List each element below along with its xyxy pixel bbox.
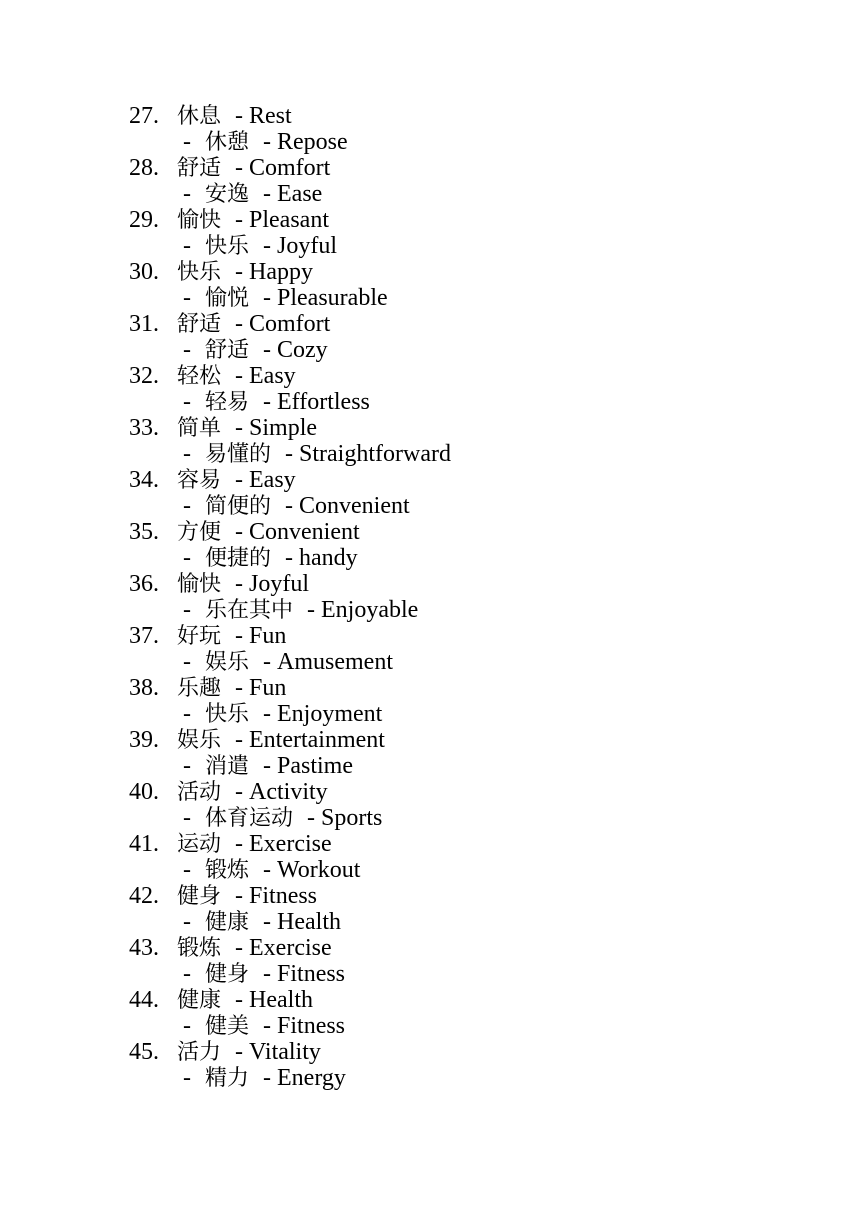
list-item: [129, 935, 451, 987]
entry-sub-line: [129, 857, 451, 883]
entry-number: 29.: [129, 207, 159, 233]
entry-main-line: [129, 467, 451, 493]
english-term: - Joyful: [235, 571, 310, 597]
english-term: - Easy: [235, 363, 296, 389]
entry-number: 31.: [129, 311, 159, 337]
entry-sub-line: [129, 1065, 451, 1091]
sub-dash: -: [183, 285, 191, 311]
entry-number: 27.: [129, 103, 159, 129]
list-item: [129, 207, 451, 259]
english-synonym: - Health: [263, 909, 341, 935]
chinese-term: 舒适: [177, 156, 222, 181]
chinese-term: 乐趣: [177, 676, 222, 701]
entry-main-line: [129, 311, 451, 337]
entry-sub-line: [129, 597, 451, 623]
sub-dash: -: [183, 1013, 191, 1039]
list-item: [129, 519, 451, 571]
english-synonym: - Workout: [263, 857, 361, 883]
chinese-synonym: 健美: [205, 1014, 250, 1039]
chinese-synonym: 简便的: [205, 494, 272, 519]
entry-sub-line: [129, 805, 451, 831]
chinese-term: 锻炼: [177, 936, 222, 961]
list-item: [129, 779, 451, 831]
list-item: [129, 571, 451, 623]
english-synonym: - Enjoyable: [307, 597, 419, 623]
english-term: - Vitality: [235, 1039, 321, 1065]
entry-main-line: [129, 727, 451, 753]
english-term: - Comfort: [235, 311, 331, 337]
entry-number: 39.: [129, 727, 159, 753]
sub-dash: -: [183, 1065, 191, 1091]
entry-number: 38.: [129, 675, 159, 701]
english-synonym: - Convenient: [285, 493, 410, 519]
chinese-synonym: 消遣: [205, 754, 250, 779]
english-term: - Comfort: [235, 155, 331, 181]
entry-main-line: [129, 935, 451, 961]
sub-dash: -: [183, 701, 191, 727]
chinese-synonym: 快乐: [205, 234, 250, 259]
entry-sub-line: [129, 337, 451, 363]
english-term: - Easy: [235, 467, 296, 493]
sub-dash: -: [183, 649, 191, 675]
list-item: [129, 1039, 451, 1091]
english-term: - Simple: [235, 415, 318, 441]
list-item: [129, 311, 451, 363]
chinese-synonym: 体育运动: [205, 806, 294, 831]
sub-dash: -: [183, 545, 191, 571]
sub-dash: -: [183, 857, 191, 883]
entry-number: 30.: [129, 259, 159, 285]
entry-number: 40.: [129, 779, 159, 805]
list-item: [129, 415, 451, 467]
entry-number: 33.: [129, 415, 159, 441]
entry-main-line: [129, 623, 451, 649]
english-term: - Exercise: [235, 935, 332, 961]
entry-number: 45.: [129, 1039, 159, 1065]
sub-dash: -: [183, 493, 191, 519]
chinese-term: 活动: [177, 780, 222, 805]
chinese-term: 健身: [177, 884, 222, 909]
sub-dash: -: [183, 597, 191, 623]
entry-main-line: [129, 883, 451, 909]
entry-number: 37.: [129, 623, 159, 649]
english-term: - Fun: [235, 675, 287, 701]
entry-sub-line: [129, 1013, 451, 1039]
english-synonym: - handy: [285, 545, 358, 571]
english-synonym: - Amusement: [263, 649, 393, 675]
entry-sub-line: [129, 701, 451, 727]
sub-dash: -: [183, 233, 191, 259]
chinese-term: 活力: [177, 1040, 222, 1065]
chinese-term: 简单: [177, 416, 222, 441]
entry-number: 41.: [129, 831, 159, 857]
chinese-synonym: 轻易: [205, 390, 250, 415]
entry-main-line: [129, 155, 451, 181]
sub-dash: -: [183, 961, 191, 987]
chinese-synonym: 休憩: [205, 130, 250, 155]
entry-main-line: [129, 519, 451, 545]
english-synonym: - Fitness: [263, 1013, 346, 1039]
chinese-synonym: 易懂的: [205, 442, 272, 467]
entry-main-line: [129, 675, 451, 701]
english-term: - Fun: [235, 623, 287, 649]
english-term: - Fitness: [235, 883, 318, 909]
chinese-term: 愉快: [177, 572, 222, 597]
entry-main-line: [129, 1039, 451, 1065]
english-synonym: - Effortless: [263, 389, 370, 415]
entry-sub-line: [129, 181, 451, 207]
english-term: - Entertainment: [235, 727, 385, 753]
chinese-synonym: 快乐: [205, 702, 250, 727]
sub-dash: -: [183, 181, 191, 207]
chinese-term: 愉快: [177, 208, 222, 233]
list-item: [129, 883, 451, 935]
chinese-term: 娱乐: [177, 728, 222, 753]
entry-number: 32.: [129, 363, 159, 389]
list-item: [129, 831, 451, 883]
chinese-synonym: 便捷的: [205, 546, 272, 571]
english-term: - Happy: [235, 259, 313, 285]
entry-sub-line: [129, 389, 451, 415]
entry-sub-line: [129, 233, 451, 259]
entry-main-line: [129, 103, 451, 129]
chinese-synonym: 精力: [205, 1066, 250, 1091]
english-synonym: - Energy: [263, 1065, 346, 1091]
entry-sub-line: [129, 285, 451, 311]
english-synonym: - Sports: [307, 805, 383, 831]
entry-sub-line: [129, 545, 451, 571]
entry-main-line: [129, 571, 451, 597]
entry-number: 35.: [129, 519, 159, 545]
entry-sub-line: [129, 129, 451, 155]
sub-dash: -: [183, 441, 191, 467]
list-item: [129, 103, 451, 155]
chinese-term: 好玩: [177, 624, 222, 649]
chinese-synonym: 乐在其中: [205, 598, 294, 623]
chinese-synonym: 安逸: [205, 182, 250, 207]
chinese-synonym: 娱乐: [205, 650, 250, 675]
chinese-term: 舒适: [177, 312, 222, 337]
chinese-term: 健康: [177, 988, 222, 1013]
chinese-term: 运动: [177, 832, 222, 857]
sub-dash: -: [183, 805, 191, 831]
english-synonym: - Enjoyment: [263, 701, 383, 727]
english-synonym: - Repose: [263, 129, 348, 155]
english-synonym: - Fitness: [263, 961, 346, 987]
english-synonym: - Pleasurable: [263, 285, 388, 311]
sub-dash: -: [183, 337, 191, 363]
english-term: - Convenient: [235, 519, 360, 545]
chinese-term: 快乐: [177, 260, 222, 285]
chinese-term: 容易: [177, 468, 222, 493]
entry-sub-line: [129, 493, 451, 519]
entry-number: 36.: [129, 571, 159, 597]
chinese-term: 方便: [177, 520, 222, 545]
chinese-synonym: 健康: [205, 910, 250, 935]
entry-main-line: [129, 207, 451, 233]
entry-sub-line: [129, 961, 451, 987]
english-term: - Pleasant: [235, 207, 329, 233]
chinese-term: 休息: [177, 104, 222, 129]
list-item: [129, 623, 451, 675]
chinese-synonym: 锻炼: [205, 858, 250, 883]
english-term: - Activity: [235, 779, 328, 805]
sub-dash: -: [183, 753, 191, 779]
entry-sub-line: [129, 753, 451, 779]
english-synonym: - Joyful: [263, 233, 338, 259]
chinese-term: 轻松: [177, 364, 222, 389]
entry-main-line: [129, 363, 451, 389]
entry-number: 28.: [129, 155, 159, 181]
entry-main-line: [129, 779, 451, 805]
english-term: - Rest: [235, 103, 292, 129]
list-item: [129, 727, 451, 779]
english-synonym: - Ease: [263, 181, 323, 207]
chinese-synonym: 健身: [205, 962, 250, 987]
list-item: [129, 987, 451, 1039]
entry-main-line: [129, 987, 451, 1013]
entry-main-line: [129, 831, 451, 857]
sub-dash: -: [183, 909, 191, 935]
list-item: [129, 675, 451, 727]
sub-dash: -: [183, 129, 191, 155]
vocabulary-list: [129, 103, 451, 1091]
entry-main-line: [129, 415, 451, 441]
entry-number: 34.: [129, 467, 159, 493]
entry-number: 42.: [129, 883, 159, 909]
entry-main-line: [129, 259, 451, 285]
list-item: [129, 259, 451, 311]
entry-sub-line: [129, 649, 451, 675]
list-item: [129, 363, 451, 415]
list-item: [129, 155, 451, 207]
chinese-synonym: 舒适: [205, 338, 250, 363]
entry-sub-line: [129, 909, 451, 935]
english-term: - Health: [235, 987, 313, 1013]
entry-sub-line: [129, 441, 451, 467]
english-synonym: - Pastime: [263, 753, 354, 779]
list-item: [129, 467, 451, 519]
entry-number: 44.: [129, 987, 159, 1013]
chinese-synonym: 愉悦: [205, 286, 250, 311]
sub-dash: -: [183, 389, 191, 415]
english-synonym: - Cozy: [263, 337, 328, 363]
entry-number: 43.: [129, 935, 159, 961]
english-synonym: - Straightforward: [285, 441, 451, 467]
english-term: - Exercise: [235, 831, 332, 857]
